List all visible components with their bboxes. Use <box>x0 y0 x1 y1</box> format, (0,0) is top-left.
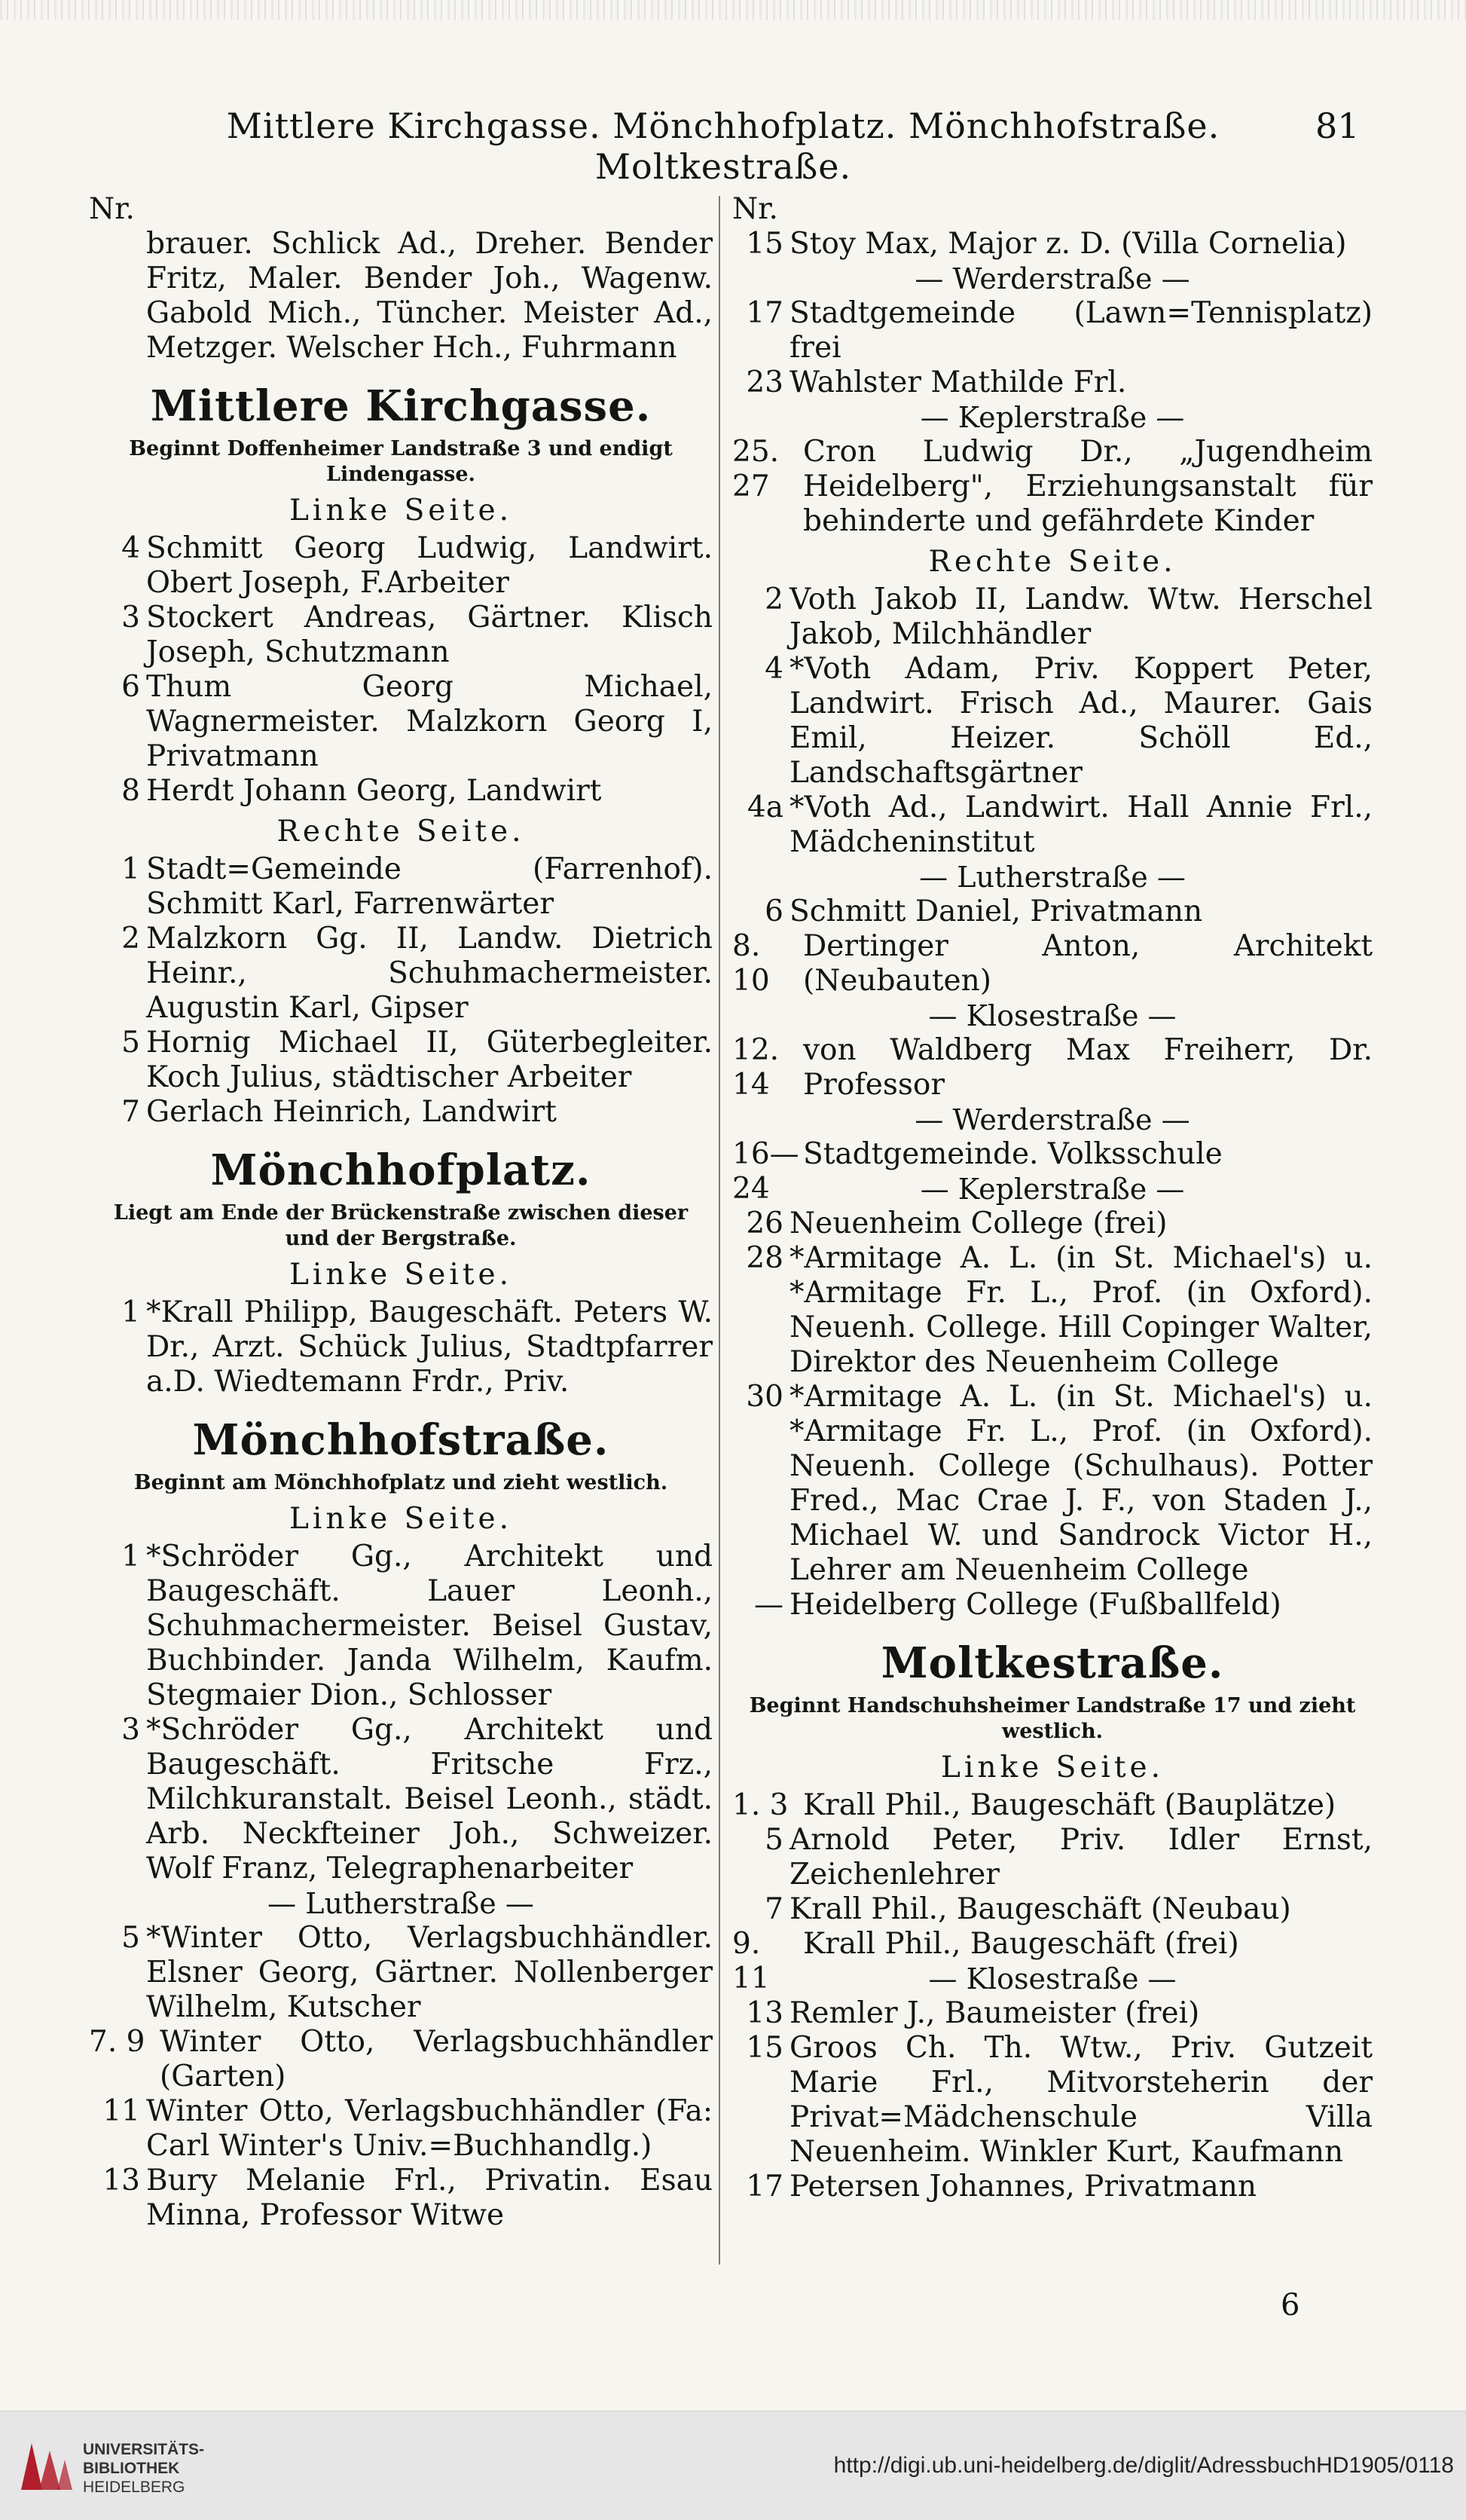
list-item <box>89 2025 713 2094</box>
list-item <box>89 1026 713 1095</box>
house-number: 8 <box>121 774 140 808</box>
cross-street: — Lutherstraße — <box>919 861 1186 894</box>
entry-text: Hornig Michael II, Güterbegleiter. Koch Julius, städtischer Arbeiter <box>146 1026 713 1094</box>
house-number: 4 <box>765 652 783 686</box>
cross-street: — Werderstraße — <box>915 262 1190 295</box>
entry-text: Wahlster Mathilde Frl. <box>790 365 1127 399</box>
entry-text: *Armitage A. L. (in St. Michael's) u. *Armitage Fr. L., Prof. (in Oxford). Neuenh. College (Schulhaus). Potter Fred., Mac Crae J. F., von Staden J., Michael W. und Sandrock Victor H., Lehrer am Neuenheim College <box>790 1380 1373 1587</box>
list-item <box>732 435 1373 539</box>
section-description: Beginnt Doffenheimer Landstraße 3 und endigt Lindengasse. <box>129 437 673 486</box>
list-item <box>89 531 713 601</box>
section-title-moenchhofstrasse: Mönchhofstraße. <box>192 1415 609 1465</box>
entry-text: *Schröder Gg., Architekt und Baugeschäft. Fritsche Frz., Milchkuranstalt. Beisel Leonh., städt. Arb. Neckfteiner Joh., Schweizer. Wolf Franz, Telegraphenarbeiter <box>146 1713 713 1885</box>
house-number: 3 <box>121 1713 140 1747</box>
library-name <box>83 2440 204 2497</box>
house-number: 4 <box>121 531 140 565</box>
entry-text: Stadtgemeinde. Volksschule <box>803 1137 1223 1171</box>
entry-text: *Voth Adam, Priv. Koppert Peter, Landwirt. Frisch Ad., Maurer. Gais Emil, Heizer. Schöll Ed., Landschaftsgärtner <box>790 652 1373 790</box>
house-number: 6 <box>121 670 140 704</box>
list-item <box>89 670 713 774</box>
list-item <box>732 791 1373 860</box>
house-number: — <box>754 1588 783 1622</box>
house-number: 6 <box>765 895 783 928</box>
entry-text: *Winter Otto, Verlagsbuchhändler. Elsner Georg, Gärtner. Nollenberger Wilhelm, Kutscher <box>146 1921 713 2024</box>
list-item <box>732 296 1373 365</box>
entry-text: *Voth Ad., Landwirt. Hall Annie Frl., Mädcheninstitut <box>790 791 1373 859</box>
cross-street: — Lutherstraße — <box>267 1887 534 1920</box>
house-number: 17 <box>746 296 783 330</box>
house-number: 9. 11 <box>732 1927 770 1996</box>
entry-text: Cron Ludwig Dr., „Jugendheim Heidelberg", Erziehungsanstalt für behinderte und gefährdete Kinder <box>803 435 1373 538</box>
list-item <box>89 2164 713 2233</box>
entry-text: Stadtgemeinde (Lawn=Tennisplatz) frei <box>790 296 1373 365</box>
house-number: 30 <box>746 1380 783 1414</box>
house-number: 1 <box>121 1540 140 1573</box>
signature-mark: 6 <box>1281 2288 1300 2323</box>
house-number: 4a <box>747 791 783 824</box>
list-item <box>732 1823 1373 1892</box>
list-item <box>732 1380 1373 1588</box>
scan-top-edge <box>0 0 1466 20</box>
left-column <box>89 192 713 2287</box>
entry-text: Stadt=Gemeinde (Farrenhof). Schmitt Karl, Farrenwärter <box>146 852 713 921</box>
source-url-link[interactable]: http://digi.ub.uni-heidelberg.de/diglit/AdressbuchHD1905/0118 <box>833 2453 1454 2478</box>
entry-text: Groos Ch. Th. Wtw., Priv. Gutzeit Marie Frl., Mitvorsteherin der Privat=Mädchenschule Villa Neuenheim. Winkler Kurt, Kaufmann <box>790 2031 1373 2169</box>
entry-text: Winter Otto, Verlagsbuchhändler (Garten) <box>160 2025 713 2093</box>
nr-label: Nr. <box>89 192 135 226</box>
house-number: 2 <box>121 922 140 956</box>
list-item <box>732 1788 1373 1823</box>
side-heading-linke: Linke Seite. <box>940 1751 1165 1784</box>
side-heading-rechte: Rechte Seite. <box>276 815 525 849</box>
house-number: 7 <box>121 1095 140 1129</box>
nr-label: Nr. <box>732 192 778 226</box>
section-title-mittlere-kirchgasse: Mittlere Kirchgasse. <box>150 381 652 431</box>
entry-text: Schmitt Daniel, Privatmann <box>790 895 1203 928</box>
entry-text: Petersen Johannes, Privatmann <box>790 2170 1257 2203</box>
entry-text: Thum Georg Michael, Wagnermeister. Malzkorn Georg I, Privatmann <box>146 670 713 773</box>
logo-line: BIBLIOTHEK <box>83 2460 180 2477</box>
list-item <box>732 227 1373 261</box>
house-number: 25. 27 <box>732 435 780 503</box>
entry-text: Herdt Johann Georg, Landwirt <box>146 774 602 808</box>
house-number: 11 <box>102 2094 140 2128</box>
entry-text: von Waldberg Max Freiherr, Dr. Professor <box>803 1033 1373 1102</box>
house-number: 15 <box>746 2031 783 2065</box>
house-number: 13 <box>746 1996 783 2030</box>
list-item <box>89 1540 713 1713</box>
logo-line: HEIDELBERG <box>83 2479 185 2496</box>
entry-text: Heidelberg College (Fußballfeld) <box>790 1588 1281 1622</box>
list-item <box>732 1241 1373 1380</box>
entry-text: Krall Phil., Baugeschäft (Bauplätze) <box>803 1788 1336 1822</box>
page-header <box>0 106 1466 187</box>
list-item <box>732 895 1373 929</box>
house-number: 1 <box>121 852 140 886</box>
entry-text: Gerlach Heinrich, Landwirt <box>146 1095 557 1129</box>
entry-text: Arnold Peter, Priv. Idler Ernst, Zeichenlehrer <box>790 1823 1373 1892</box>
house-number: 2 <box>765 583 783 616</box>
cross-street: — Klosestraße — <box>928 1962 1177 1996</box>
cross-street: — Werderstraße — <box>915 1103 1190 1136</box>
cross-street: — Keplerstraße — <box>920 1173 1185 1206</box>
cross-street: — Keplerstraße — <box>920 401 1185 434</box>
house-number: 3 <box>121 601 140 635</box>
entry-text: Stockert Andreas, Gärtner. Klisch Joseph, Schutzmann <box>146 601 713 669</box>
list-item <box>732 1996 1373 2031</box>
list-item <box>732 1033 1373 1102</box>
running-title: Mittlere Kirchgasse. Mönchhofplatz. Mönchhofstraße. Moltkestraße. <box>226 106 1220 187</box>
logo-line: UNIVERSITÄTS- <box>83 2441 205 2458</box>
side-heading-rechte: Rechte Seite. <box>928 545 1177 579</box>
list-item <box>89 1921 713 2025</box>
entry-text: *Schröder Gg., Architekt und Baugeschäft. Lauer Leonh., Schuhmachermeister. Beisel Gustav, Buchbinder. Janda Wilhelm, Kaufm. Stegmaier Dion., Schlosser <box>146 1540 713 1712</box>
list-item <box>89 601 713 670</box>
list-item <box>732 583 1373 652</box>
footer-bar <box>0 2411 1466 2520</box>
section-description: Liegt am Ende der Brückenstraße zwischen dieser und der Bergstraße. <box>113 1201 689 1250</box>
entry-text: Dertinger Anton, Architekt (Neubauten) <box>803 929 1373 998</box>
house-number: 1. 3 <box>732 1788 789 1822</box>
entry-text: *Krall Philipp, Baugeschäft. Peters W. Dr., Arzt. Schück Julius, Stadtpfarrer a.D. Wiedtemann Frdr., Priv. <box>146 1295 713 1399</box>
entry-text: Malzkorn Gg. II, Landw. Dietrich Heinr., Schuhmachermeister. Augustin Karl, Gipser <box>146 922 713 1025</box>
section-description: Beginnt am Mönchhofplatz und zieht westlich. <box>133 1471 668 1494</box>
list-item <box>732 365 1373 400</box>
house-number: 5 <box>121 1026 140 1060</box>
list-item <box>732 1892 1373 1927</box>
column-divider <box>719 196 720 2265</box>
list-item <box>89 1295 713 1399</box>
house-number: 26 <box>746 1206 783 1240</box>
list-item <box>732 2031 1373 2170</box>
side-heading-linke: Linke Seite. <box>289 1502 513 1536</box>
section-description: Beginnt Handschuhsheimer Landstraße 17 und zieht westlich. <box>749 1694 1356 1743</box>
entry-text: Krall Phil., Baugeschäft (Neubau) <box>790 1892 1291 1926</box>
list-item <box>89 922 713 1026</box>
house-number: 7. 9 <box>89 2025 145 2059</box>
house-number: 12. 14 <box>732 1033 780 1102</box>
list-item <box>732 2170 1373 2204</box>
entry-text: Krall Phil., Baugeschäft (frei) <box>803 1927 1239 1961</box>
section-title-moenchhofplatz: Mönchhofplatz. <box>210 1145 591 1195</box>
cross-street: — Klosestraße — <box>928 999 1177 1032</box>
entry-text: Voth Jakob II, Landw. Wtw. Herschel Jakob, Milchhändler <box>790 583 1373 651</box>
house-number: 17 <box>746 2170 783 2203</box>
library-logo-icon <box>17 2437 75 2496</box>
list-item <box>732 652 1373 791</box>
list-item <box>732 1206 1373 1241</box>
side-heading-linke: Linke Seite. <box>289 494 513 528</box>
house-number: 16—24 <box>732 1137 799 1206</box>
list-item <box>89 1095 713 1130</box>
list-item <box>732 1588 1373 1622</box>
house-number: 13 <box>102 2164 140 2197</box>
entry-text: Winter Otto, Verlagsbuchhändler (Fa: Carl Winter's Univ.=Buchhandlg.) <box>146 2094 713 2163</box>
continuation-text: brauer. Schlick Ad., Dreher. Bender Fritz, Maler. Bender Joh., Wagenw. Gabold Mich., Tüncher. Meister Ad., Metzger. Welscher Hch., Fuhrmann <box>146 227 713 365</box>
page-number: 81 <box>1315 106 1360 146</box>
house-number: 7 <box>765 1892 783 1926</box>
house-number: 28 <box>746 1241 783 1275</box>
section-title-moltkestrasse: Moltkestraße. <box>881 1638 1224 1688</box>
entry-text: *Armitage A. L. (in St. Michael's) u. *Armitage Fr. L., Prof. (in Oxford). Neuenh. College. Hill Copinger Walter, Direktor des Neuenheim College <box>790 1241 1373 1379</box>
house-number: 5 <box>765 1823 783 1857</box>
list-item <box>89 774 713 809</box>
house-number: 23 <box>746 365 783 399</box>
house-number: 5 <box>121 1921 140 1955</box>
entry-text: Remler J., Baumeister (frei) <box>790 1996 1200 2030</box>
entry-text: Bury Melanie Frl., Privatin. Esau Minna, Professor Witwe <box>146 2164 713 2232</box>
entry-text: Neuenheim College (frei) <box>790 1206 1168 1240</box>
house-number: 8. 10 <box>732 929 770 998</box>
right-column <box>732 192 1373 2287</box>
list-item <box>732 929 1373 999</box>
list-item <box>89 852 713 922</box>
list-item <box>89 2094 713 2164</box>
house-number: 15 <box>746 227 783 261</box>
side-heading-linke: Linke Seite. <box>289 1258 513 1292</box>
list-item <box>89 1713 713 1886</box>
house-number: 1 <box>121 1295 140 1329</box>
entry-text: Schmitt Georg Ludwig, Landwirt. Obert Joseph, F.Arbeiter <box>146 531 713 600</box>
entry-text: Stoy Max, Major z. D. (Villa Cornelia) <box>790 227 1347 261</box>
